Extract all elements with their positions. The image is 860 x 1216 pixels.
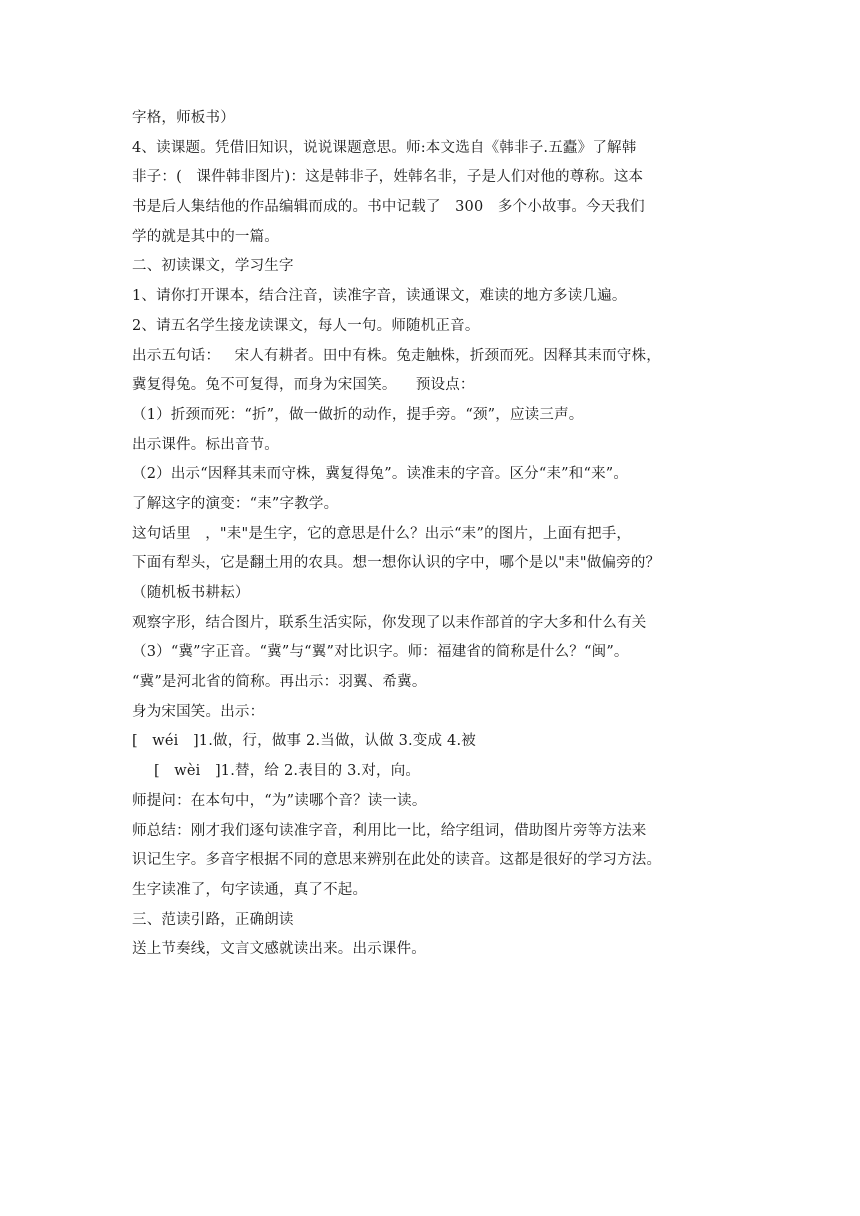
pronunciation-line: [ wéi ]1.做，行，做事 2.当做，认做 3.变成 4.被 xyxy=(132,733,476,750)
text-line: 4、读课题。凭借旧知识，说说课题意思。师:本文选自《韩非子.五蠹》了解韩 xyxy=(132,139,637,156)
section-heading: 二、初读课文，学习生字 xyxy=(132,258,294,275)
text-line: 2、请五名学生接龙读课文，每人一句。师随机正音。 xyxy=(132,317,480,334)
pronunciation-line: [ wèi ]1.替，给 2.表目的 3.对，向。 xyxy=(154,763,421,780)
text-line: 冀复得兔。兔不可复得，而身为宋国笑。 预设点： xyxy=(132,377,475,394)
text-line: （2）出示“因释其耒而守株，冀复得兔”。读准耒的字音。区分“耒”和“来”。 xyxy=(132,466,629,483)
section-heading: 三、范读引路，正确朗读 xyxy=(132,911,294,928)
text-line: 学的就是其中的一篇。 xyxy=(132,228,279,245)
text-line: 身为宋国笑。出示： xyxy=(132,703,265,720)
text-line: 1、请你打开课本，结合注音，读准字音，读通课文，难读的地方多读几遍。 xyxy=(132,288,627,305)
text-line: 字格，师板书） xyxy=(132,110,235,126)
text-line: 书是后人集结他的作品编辑而成的。书中记载了 300 多个小故事。今天我们 xyxy=(132,199,645,216)
text-line: （随机板书耕耘） xyxy=(132,585,250,601)
text-line: 下面有犁头，它是翻土用的农具。想一想你认识的字中，哪个是以"耒"做偏旁的？ xyxy=(132,555,661,572)
text-line: 出示五句话： 宋人有耕者。田中有株。兔走触株，折颈而死。因释其耒而守株， xyxy=(132,347,661,364)
text-line: 出示课件。标出音节。 xyxy=(132,436,279,453)
text-line: “冀”是河北省的简称。再出示：羽翼、希冀。 xyxy=(132,674,427,691)
text-line: （3）“冀”字正音。“冀”与“翼”对比识字。师：福建省的简称是什么？“闽”。 xyxy=(132,644,629,661)
text-line: 送上节奏线，文言文感就读出来。出示课件。 xyxy=(132,941,426,958)
text-line: 观察字形，结合图片，联系生活实际，你发现了以耒作部首的字大多和什么有关 xyxy=(132,614,647,631)
text-line: 生字读准了，句字读通，真了不起。 xyxy=(132,881,368,898)
text-line: 识记生字。多音字根据不同的意思来辨别在此处的读音。这都是很好的学习方法。 xyxy=(132,852,662,869)
text-line: 师总结：刚才我们逐句读准字音，利用比一比，给字组词，借助图片旁等方法来 xyxy=(132,822,647,839)
text-line: （1）折颈而死：“折”，做一做折的动作，提手旁。“颈”，应读三声。 xyxy=(132,406,584,423)
text-line: 这句话里 ，"耒"是生字，它的意思是什么？出示“耒”的图片，上面有把手， xyxy=(132,525,632,542)
text-line: 了解这字的演变：“耒”字教学。 xyxy=(132,495,339,512)
text-line: 师提问：在本句中，“为”读哪个音？读一读。 xyxy=(132,792,427,809)
text-line: 非子：( 课件韩非图片)：这是韩非子，姓韩名非，子是人们对他的尊称。这本 xyxy=(132,169,644,186)
document-body xyxy=(132,104,732,965)
